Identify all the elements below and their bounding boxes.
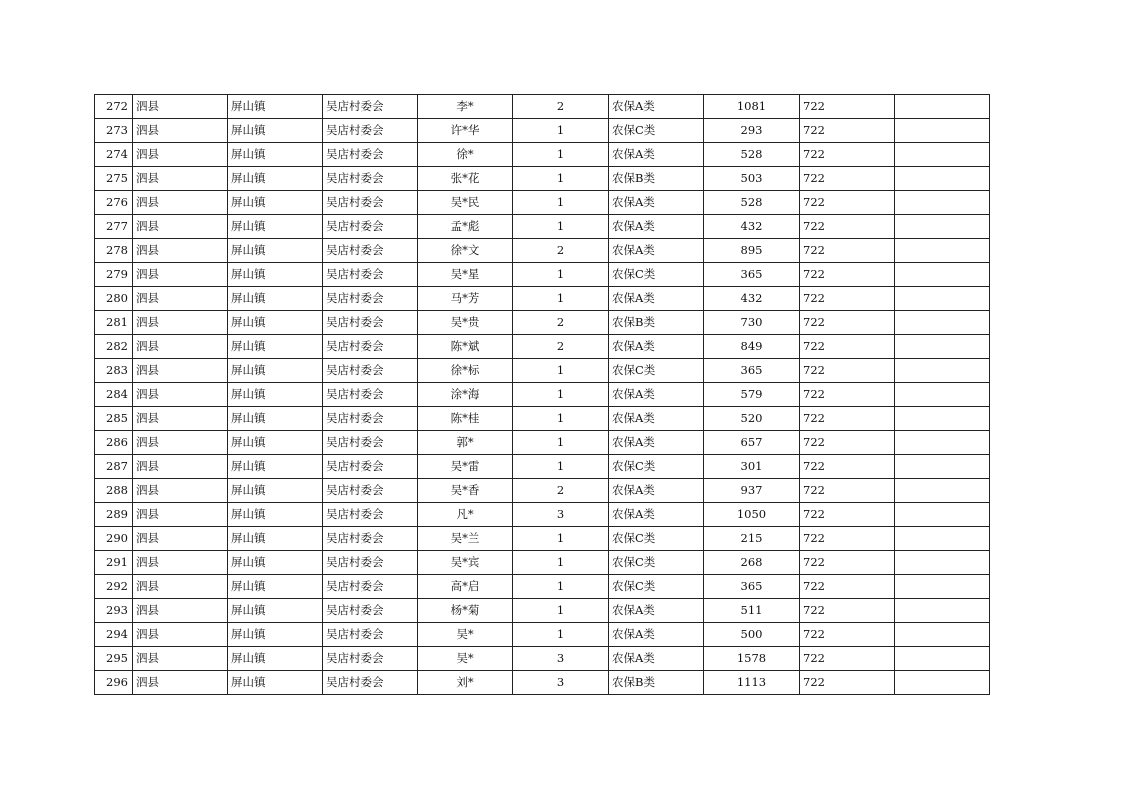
category-cell: 农保A类 xyxy=(609,479,704,503)
table-row xyxy=(95,431,990,455)
household-size-cell: 1 xyxy=(513,407,609,431)
amount-cell: 268 xyxy=(704,551,800,575)
table-row xyxy=(95,455,990,479)
county-cell: 泗县 xyxy=(133,623,228,647)
town-cell: 屏山镇 xyxy=(228,671,323,695)
remark-cell xyxy=(895,383,990,407)
amount-cell: 365 xyxy=(704,263,800,287)
village-committee-cell: 吴店村委会 xyxy=(323,431,418,455)
household-size-cell: 3 xyxy=(513,503,609,527)
remark-cell xyxy=(895,623,990,647)
town-cell: 屏山镇 xyxy=(228,119,323,143)
county-cell: 泗县 xyxy=(133,479,228,503)
household-size-cell: 1 xyxy=(513,599,609,623)
village-committee-cell: 吴店村委会 xyxy=(323,407,418,431)
name-cell: 徐*文 xyxy=(418,239,513,263)
amount-cell: 500 xyxy=(704,623,800,647)
category-cell: 农保B类 xyxy=(609,311,704,335)
remark-cell xyxy=(895,215,990,239)
remark-cell xyxy=(895,191,990,215)
household-size-cell: 1 xyxy=(513,119,609,143)
name-cell: 吴* xyxy=(418,647,513,671)
serial-number-cell: 287 xyxy=(95,455,133,479)
table-row xyxy=(95,263,990,287)
village-committee-cell: 吴店村委会 xyxy=(323,479,418,503)
standard-cell: 722 xyxy=(800,167,895,191)
table-row xyxy=(95,167,990,191)
remark-cell xyxy=(895,335,990,359)
county-cell: 泗县 xyxy=(133,575,228,599)
village-committee-cell: 吴店村委会 xyxy=(323,383,418,407)
household-size-cell: 1 xyxy=(513,431,609,455)
standard-cell: 722 xyxy=(800,239,895,263)
town-cell: 屏山镇 xyxy=(228,599,323,623)
household-size-cell: 1 xyxy=(513,575,609,599)
amount-cell: 657 xyxy=(704,431,800,455)
county-cell: 泗县 xyxy=(133,215,228,239)
name-cell: 陈*斌 xyxy=(418,335,513,359)
serial-number-cell: 290 xyxy=(95,527,133,551)
amount-cell: 511 xyxy=(704,599,800,623)
town-cell: 屏山镇 xyxy=(228,647,323,671)
village-committee-cell: 吴店村委会 xyxy=(323,215,418,239)
remark-cell xyxy=(895,551,990,575)
name-cell: 吴*香 xyxy=(418,479,513,503)
serial-number-cell: 296 xyxy=(95,671,133,695)
amount-cell: 365 xyxy=(704,575,800,599)
category-cell: 农保A类 xyxy=(609,143,704,167)
amount-cell: 528 xyxy=(704,191,800,215)
name-cell: 吴*民 xyxy=(418,191,513,215)
serial-number-cell: 295 xyxy=(95,647,133,671)
standard-cell: 722 xyxy=(800,599,895,623)
household-size-cell: 1 xyxy=(513,383,609,407)
county-cell: 泗县 xyxy=(133,167,228,191)
standard-cell: 722 xyxy=(800,383,895,407)
village-committee-cell: 吴店村委会 xyxy=(323,95,418,119)
name-cell: 涂*海 xyxy=(418,383,513,407)
county-cell: 泗县 xyxy=(133,335,228,359)
town-cell: 屏山镇 xyxy=(228,503,323,527)
town-cell: 屏山镇 xyxy=(228,311,323,335)
county-cell: 泗县 xyxy=(133,503,228,527)
amount-cell: 503 xyxy=(704,167,800,191)
standard-cell: 722 xyxy=(800,527,895,551)
table-row xyxy=(95,407,990,431)
category-cell: 农保A类 xyxy=(609,431,704,455)
amount-cell: 432 xyxy=(704,215,800,239)
serial-number-cell: 285 xyxy=(95,407,133,431)
name-cell: 吴*兰 xyxy=(418,527,513,551)
standard-cell: 722 xyxy=(800,407,895,431)
standard-cell: 722 xyxy=(800,431,895,455)
standard-cell: 722 xyxy=(800,335,895,359)
name-cell: 郭* xyxy=(418,431,513,455)
remark-cell xyxy=(895,455,990,479)
town-cell: 屏山镇 xyxy=(228,335,323,359)
county-cell: 泗县 xyxy=(133,143,228,167)
household-size-cell: 2 xyxy=(513,335,609,359)
remark-cell xyxy=(895,239,990,263)
table-row xyxy=(95,551,990,575)
household-size-cell: 1 xyxy=(513,359,609,383)
household-size-cell: 2 xyxy=(513,311,609,335)
standard-cell: 722 xyxy=(800,143,895,167)
town-cell: 屏山镇 xyxy=(228,143,323,167)
serial-number-cell: 281 xyxy=(95,311,133,335)
name-cell: 徐*标 xyxy=(418,359,513,383)
standard-cell: 722 xyxy=(800,95,895,119)
table-row xyxy=(95,95,990,119)
amount-cell: 215 xyxy=(704,527,800,551)
village-committee-cell: 吴店村委会 xyxy=(323,119,418,143)
household-size-cell: 2 xyxy=(513,95,609,119)
village-committee-cell: 吴店村委会 xyxy=(323,359,418,383)
standard-cell: 722 xyxy=(800,479,895,503)
amount-cell: 520 xyxy=(704,407,800,431)
name-cell: 刘* xyxy=(418,671,513,695)
table-row xyxy=(95,311,990,335)
serial-number-cell: 275 xyxy=(95,167,133,191)
household-size-cell: 1 xyxy=(513,551,609,575)
remark-cell xyxy=(895,431,990,455)
serial-number-cell: 277 xyxy=(95,215,133,239)
village-committee-cell: 吴店村委会 xyxy=(323,455,418,479)
table-row xyxy=(95,599,990,623)
village-committee-cell: 吴店村委会 xyxy=(323,647,418,671)
standard-cell: 722 xyxy=(800,671,895,695)
category-cell: 农保A类 xyxy=(609,503,704,527)
household-size-cell: 2 xyxy=(513,479,609,503)
county-cell: 泗县 xyxy=(133,239,228,263)
name-cell: 吴* xyxy=(418,623,513,647)
county-cell: 泗县 xyxy=(133,527,228,551)
name-cell: 马*芳 xyxy=(418,287,513,311)
amount-cell: 528 xyxy=(704,143,800,167)
category-cell: 农保C类 xyxy=(609,263,704,287)
category-cell: 农保B类 xyxy=(609,167,704,191)
table-body xyxy=(95,95,990,695)
standard-cell: 722 xyxy=(800,623,895,647)
serial-number-cell: 274 xyxy=(95,143,133,167)
name-cell: 吴*贵 xyxy=(418,311,513,335)
amount-cell: 730 xyxy=(704,311,800,335)
remark-cell xyxy=(895,503,990,527)
name-cell: 张*花 xyxy=(418,167,513,191)
serial-number-cell: 293 xyxy=(95,599,133,623)
category-cell: 农保C类 xyxy=(609,527,704,551)
village-committee-cell: 吴店村委会 xyxy=(323,599,418,623)
household-size-cell: 1 xyxy=(513,191,609,215)
county-cell: 泗县 xyxy=(133,287,228,311)
county-cell: 泗县 xyxy=(133,599,228,623)
town-cell: 屏山镇 xyxy=(228,551,323,575)
remark-cell xyxy=(895,359,990,383)
county-cell: 泗县 xyxy=(133,263,228,287)
county-cell: 泗县 xyxy=(133,431,228,455)
county-cell: 泗县 xyxy=(133,407,228,431)
town-cell: 屏山镇 xyxy=(228,359,323,383)
table-row xyxy=(95,335,990,359)
category-cell: 农保A类 xyxy=(609,599,704,623)
serial-number-cell: 280 xyxy=(95,287,133,311)
household-size-cell: 1 xyxy=(513,455,609,479)
table-row xyxy=(95,359,990,383)
town-cell: 屏山镇 xyxy=(228,455,323,479)
standard-cell: 722 xyxy=(800,287,895,311)
name-cell: 吴*星 xyxy=(418,263,513,287)
town-cell: 屏山镇 xyxy=(228,287,323,311)
county-cell: 泗县 xyxy=(133,311,228,335)
name-cell: 凡* xyxy=(418,503,513,527)
amount-cell: 1050 xyxy=(704,503,800,527)
town-cell: 屏山镇 xyxy=(228,95,323,119)
standard-cell: 722 xyxy=(800,191,895,215)
town-cell: 屏山镇 xyxy=(228,191,323,215)
standard-cell: 722 xyxy=(800,503,895,527)
category-cell: 农保B类 xyxy=(609,671,704,695)
town-cell: 屏山镇 xyxy=(228,215,323,239)
table-row xyxy=(95,239,990,263)
household-size-cell: 1 xyxy=(513,287,609,311)
table-row xyxy=(95,479,990,503)
standard-cell: 722 xyxy=(800,311,895,335)
serial-number-cell: 276 xyxy=(95,191,133,215)
category-cell: 农保C类 xyxy=(609,455,704,479)
standard-cell: 722 xyxy=(800,359,895,383)
serial-number-cell: 289 xyxy=(95,503,133,527)
serial-number-cell: 273 xyxy=(95,119,133,143)
category-cell: 农保A类 xyxy=(609,647,704,671)
table-row xyxy=(95,623,990,647)
town-cell: 屏山镇 xyxy=(228,239,323,263)
standard-cell: 722 xyxy=(800,119,895,143)
remark-cell xyxy=(895,407,990,431)
remark-cell xyxy=(895,479,990,503)
name-cell: 吴*雷 xyxy=(418,455,513,479)
table-row xyxy=(95,383,990,407)
name-cell: 陈*桂 xyxy=(418,407,513,431)
amount-cell: 1113 xyxy=(704,671,800,695)
serial-number-cell: 272 xyxy=(95,95,133,119)
household-size-cell: 3 xyxy=(513,647,609,671)
amount-cell: 293 xyxy=(704,119,800,143)
village-committee-cell: 吴店村委会 xyxy=(323,623,418,647)
amount-cell: 895 xyxy=(704,239,800,263)
table-row xyxy=(95,119,990,143)
category-cell: 农保C类 xyxy=(609,575,704,599)
remark-cell xyxy=(895,167,990,191)
name-cell: 高*启 xyxy=(418,575,513,599)
serial-number-cell: 284 xyxy=(95,383,133,407)
remark-cell xyxy=(895,263,990,287)
category-cell: 农保C类 xyxy=(609,359,704,383)
village-committee-cell: 吴店村委会 xyxy=(323,671,418,695)
household-size-cell: 1 xyxy=(513,263,609,287)
serial-number-cell: 288 xyxy=(95,479,133,503)
serial-number-cell: 292 xyxy=(95,575,133,599)
county-cell: 泗县 xyxy=(133,455,228,479)
table-row xyxy=(95,527,990,551)
remark-cell xyxy=(895,119,990,143)
household-size-cell: 2 xyxy=(513,239,609,263)
amount-cell: 849 xyxy=(704,335,800,359)
town-cell: 屏山镇 xyxy=(228,623,323,647)
remark-cell xyxy=(895,599,990,623)
standard-cell: 722 xyxy=(800,263,895,287)
village-committee-cell: 吴店村委会 xyxy=(323,311,418,335)
data-table xyxy=(94,94,990,695)
village-committee-cell: 吴店村委会 xyxy=(323,239,418,263)
name-cell: 吴*宾 xyxy=(418,551,513,575)
standard-cell: 722 xyxy=(800,647,895,671)
village-committee-cell: 吴店村委会 xyxy=(323,503,418,527)
table-row xyxy=(95,503,990,527)
amount-cell: 579 xyxy=(704,383,800,407)
amount-cell: 365 xyxy=(704,359,800,383)
remark-cell xyxy=(895,311,990,335)
town-cell: 屏山镇 xyxy=(228,527,323,551)
town-cell: 屏山镇 xyxy=(228,167,323,191)
standard-cell: 722 xyxy=(800,575,895,599)
standard-cell: 722 xyxy=(800,551,895,575)
serial-number-cell: 286 xyxy=(95,431,133,455)
county-cell: 泗县 xyxy=(133,119,228,143)
table-row xyxy=(95,575,990,599)
remark-cell xyxy=(895,143,990,167)
town-cell: 屏山镇 xyxy=(228,263,323,287)
village-committee-cell: 吴店村委会 xyxy=(323,167,418,191)
amount-cell: 1081 xyxy=(704,95,800,119)
table-row xyxy=(95,143,990,167)
household-size-cell: 1 xyxy=(513,215,609,239)
household-size-cell: 1 xyxy=(513,143,609,167)
town-cell: 屏山镇 xyxy=(228,383,323,407)
town-cell: 屏山镇 xyxy=(228,479,323,503)
household-size-cell: 1 xyxy=(513,167,609,191)
remark-cell xyxy=(895,95,990,119)
category-cell: 农保A类 xyxy=(609,383,704,407)
town-cell: 屏山镇 xyxy=(228,575,323,599)
category-cell: 农保A类 xyxy=(609,407,704,431)
category-cell: 农保A类 xyxy=(609,287,704,311)
amount-cell: 937 xyxy=(704,479,800,503)
serial-number-cell: 282 xyxy=(95,335,133,359)
category-cell: 农保C类 xyxy=(609,551,704,575)
serial-number-cell: 279 xyxy=(95,263,133,287)
household-size-cell: 3 xyxy=(513,671,609,695)
category-cell: 农保A类 xyxy=(609,335,704,359)
household-size-cell: 1 xyxy=(513,527,609,551)
category-cell: 农保A类 xyxy=(609,239,704,263)
category-cell: 农保A类 xyxy=(609,623,704,647)
remark-cell xyxy=(895,287,990,311)
remark-cell xyxy=(895,527,990,551)
table-row xyxy=(95,215,990,239)
county-cell: 泗县 xyxy=(133,383,228,407)
remark-cell xyxy=(895,575,990,599)
county-cell: 泗县 xyxy=(133,359,228,383)
remark-cell xyxy=(895,647,990,671)
table-row xyxy=(95,287,990,311)
name-cell: 李* xyxy=(418,95,513,119)
county-cell: 泗县 xyxy=(133,191,228,215)
village-committee-cell: 吴店村委会 xyxy=(323,527,418,551)
standard-cell: 722 xyxy=(800,455,895,479)
name-cell: 杨*菊 xyxy=(418,599,513,623)
town-cell: 屏山镇 xyxy=(228,407,323,431)
serial-number-cell: 283 xyxy=(95,359,133,383)
table-row xyxy=(95,671,990,695)
category-cell: 农保A类 xyxy=(609,95,704,119)
serial-number-cell: 294 xyxy=(95,623,133,647)
amount-cell: 1578 xyxy=(704,647,800,671)
county-cell: 泗县 xyxy=(133,647,228,671)
category-cell: 农保A类 xyxy=(609,215,704,239)
table-row xyxy=(95,647,990,671)
category-cell: 农保A类 xyxy=(609,191,704,215)
amount-cell: 301 xyxy=(704,455,800,479)
serial-number-cell: 291 xyxy=(95,551,133,575)
remark-cell xyxy=(895,671,990,695)
county-cell: 泗县 xyxy=(133,671,228,695)
name-cell: 许*华 xyxy=(418,119,513,143)
county-cell: 泗县 xyxy=(133,95,228,119)
standard-cell: 722 xyxy=(800,215,895,239)
village-committee-cell: 吴店村委会 xyxy=(323,143,418,167)
serial-number-cell: 278 xyxy=(95,239,133,263)
name-cell: 孟*彪 xyxy=(418,215,513,239)
household-size-cell: 1 xyxy=(513,623,609,647)
town-cell: 屏山镇 xyxy=(228,431,323,455)
name-cell: 徐* xyxy=(418,143,513,167)
village-committee-cell: 吴店村委会 xyxy=(323,551,418,575)
amount-cell: 432 xyxy=(704,287,800,311)
county-cell: 泗县 xyxy=(133,551,228,575)
category-cell: 农保C类 xyxy=(609,119,704,143)
village-committee-cell: 吴店村委会 xyxy=(323,575,418,599)
village-committee-cell: 吴店村委会 xyxy=(323,263,418,287)
table-row xyxy=(95,191,990,215)
village-committee-cell: 吴店村委会 xyxy=(323,335,418,359)
village-committee-cell: 吴店村委会 xyxy=(323,287,418,311)
village-committee-cell: 吴店村委会 xyxy=(323,191,418,215)
